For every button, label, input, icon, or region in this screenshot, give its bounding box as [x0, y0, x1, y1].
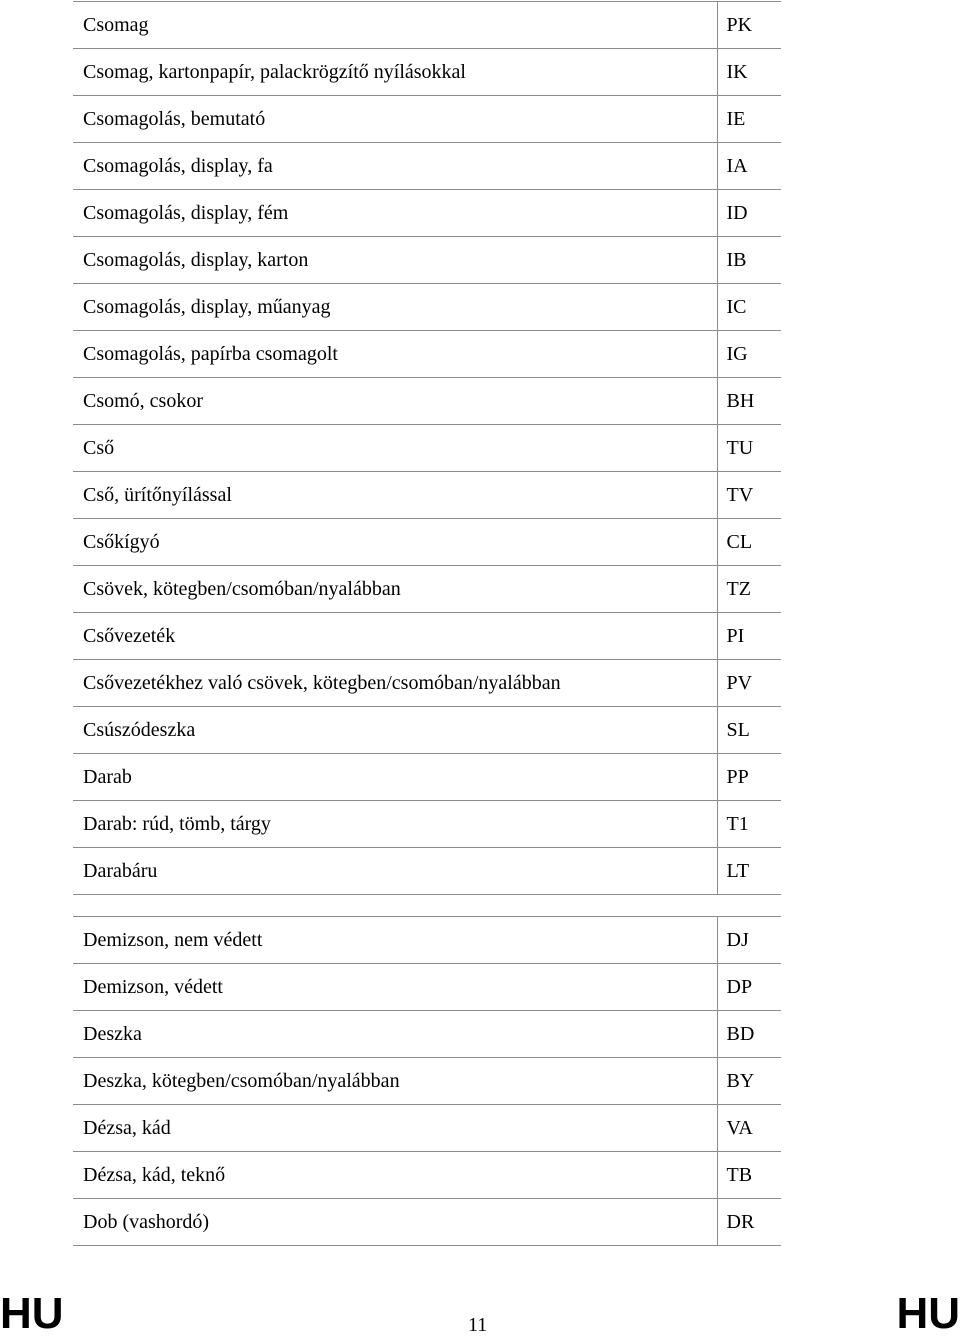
- table-row: [73, 660, 781, 707]
- table-row: [73, 190, 781, 237]
- packaging-name: Csővezeték: [73, 613, 717, 660]
- packaging-name: Csomag: [73, 2, 717, 49]
- table-row: [73, 2, 781, 49]
- packaging-name: Csomagolás, papírba csomagolt: [73, 331, 717, 378]
- packaging-code: IB: [717, 237, 781, 284]
- table-row: [73, 1152, 781, 1199]
- packaging-code: PP: [717, 754, 781, 801]
- packaging-name: Csomagolás, display, fa: [73, 143, 717, 190]
- table-row: [73, 425, 781, 472]
- packaging-code: PV: [717, 660, 781, 707]
- table-row: [73, 1058, 781, 1105]
- packaging-code: IA: [717, 143, 781, 190]
- packaging-code: DR: [717, 1199, 781, 1246]
- table-row: [73, 964, 781, 1011]
- table-row: [73, 917, 781, 964]
- packaging-name: Csomagolás, bemutató: [73, 96, 717, 143]
- packaging-code: ID: [717, 190, 781, 237]
- packaging-code: TU: [717, 425, 781, 472]
- table-row: [73, 848, 781, 895]
- packaging-name: Darabáru: [73, 848, 717, 895]
- table-row: [73, 96, 781, 143]
- packaging-code: TB: [717, 1152, 781, 1199]
- page-number: 11: [468, 1314, 488, 1336]
- table-row: [73, 143, 781, 190]
- packaging-name: Deszka: [73, 1011, 717, 1058]
- table-row: [73, 237, 781, 284]
- packaging-code: SL: [717, 707, 781, 754]
- packaging-name: Csomag, kartonpapír, palackrögzítő nyílásokkal: [73, 49, 717, 96]
- table-row: [73, 49, 781, 96]
- packaging-code-table-2: [73, 916, 781, 1246]
- table-row: [73, 1199, 781, 1246]
- packaging-code: TZ: [717, 566, 781, 613]
- packaging-name: Demizson, nem védett: [73, 917, 717, 964]
- table-row: [73, 566, 781, 613]
- packaging-code: TV: [717, 472, 781, 519]
- table-row: [73, 707, 781, 754]
- packaging-name: Deszka, kötegben/csomóban/nyalábban: [73, 1058, 717, 1105]
- table-row: [73, 331, 781, 378]
- packaging-code: IK: [717, 49, 781, 96]
- packaging-code: T1: [717, 801, 781, 848]
- table-row: [73, 1105, 781, 1152]
- packaging-code: PK: [717, 2, 781, 49]
- packaging-name: Demizson, védett: [73, 964, 717, 1011]
- packaging-code: PI: [717, 613, 781, 660]
- table-row: [73, 754, 781, 801]
- packaging-name: Csomagolás, display, fém: [73, 190, 717, 237]
- packaging-name: Dob (vashordó): [73, 1199, 717, 1246]
- table-row: [73, 1011, 781, 1058]
- packaging-name: Dézsa, kád, teknő: [73, 1152, 717, 1199]
- packaging-code: CL: [717, 519, 781, 566]
- packaging-code: IG: [717, 331, 781, 378]
- packaging-code-table-1: [73, 1, 781, 895]
- footer-language-right: HU: [896, 1289, 960, 1338]
- packaging-code: VA: [717, 1105, 781, 1152]
- packaging-name: Csomó, csokor: [73, 378, 717, 425]
- packaging-name: Cső, ürítőnyílással: [73, 472, 717, 519]
- table-row: [73, 378, 781, 425]
- packaging-name: Cső: [73, 425, 717, 472]
- packaging-code: BD: [717, 1011, 781, 1058]
- table-row: [73, 284, 781, 331]
- packaging-code: IC: [717, 284, 781, 331]
- packaging-name: Csőkígyó: [73, 519, 717, 566]
- packaging-code: LT: [717, 848, 781, 895]
- packaging-name: Csomagolás, display, műanyag: [73, 284, 717, 331]
- packaging-name: Csövek, kötegben/csomóban/nyalábban: [73, 566, 717, 613]
- table-row: [73, 613, 781, 660]
- packaging-code: IE: [717, 96, 781, 143]
- packaging-name: Darab: [73, 754, 717, 801]
- table-row: [73, 472, 781, 519]
- table-row: [73, 519, 781, 566]
- packaging-name: Csővezetékhez való csövek, kötegben/csomóban/nyalábban: [73, 660, 717, 707]
- table-row: [73, 801, 781, 848]
- packaging-code: BY: [717, 1058, 781, 1105]
- packaging-name: Dézsa, kád: [73, 1105, 717, 1152]
- packaging-name: Csúszódeszka: [73, 707, 717, 754]
- packaging-name: Darab: rúd, tömb, tárgy: [73, 801, 717, 848]
- packaging-name: Csomagolás, display, karton: [73, 237, 717, 284]
- packaging-code: DJ: [717, 917, 781, 964]
- packaging-code: BH: [717, 378, 781, 425]
- packaging-code: DP: [717, 964, 781, 1011]
- footer-language-left: HU: [0, 1289, 64, 1338]
